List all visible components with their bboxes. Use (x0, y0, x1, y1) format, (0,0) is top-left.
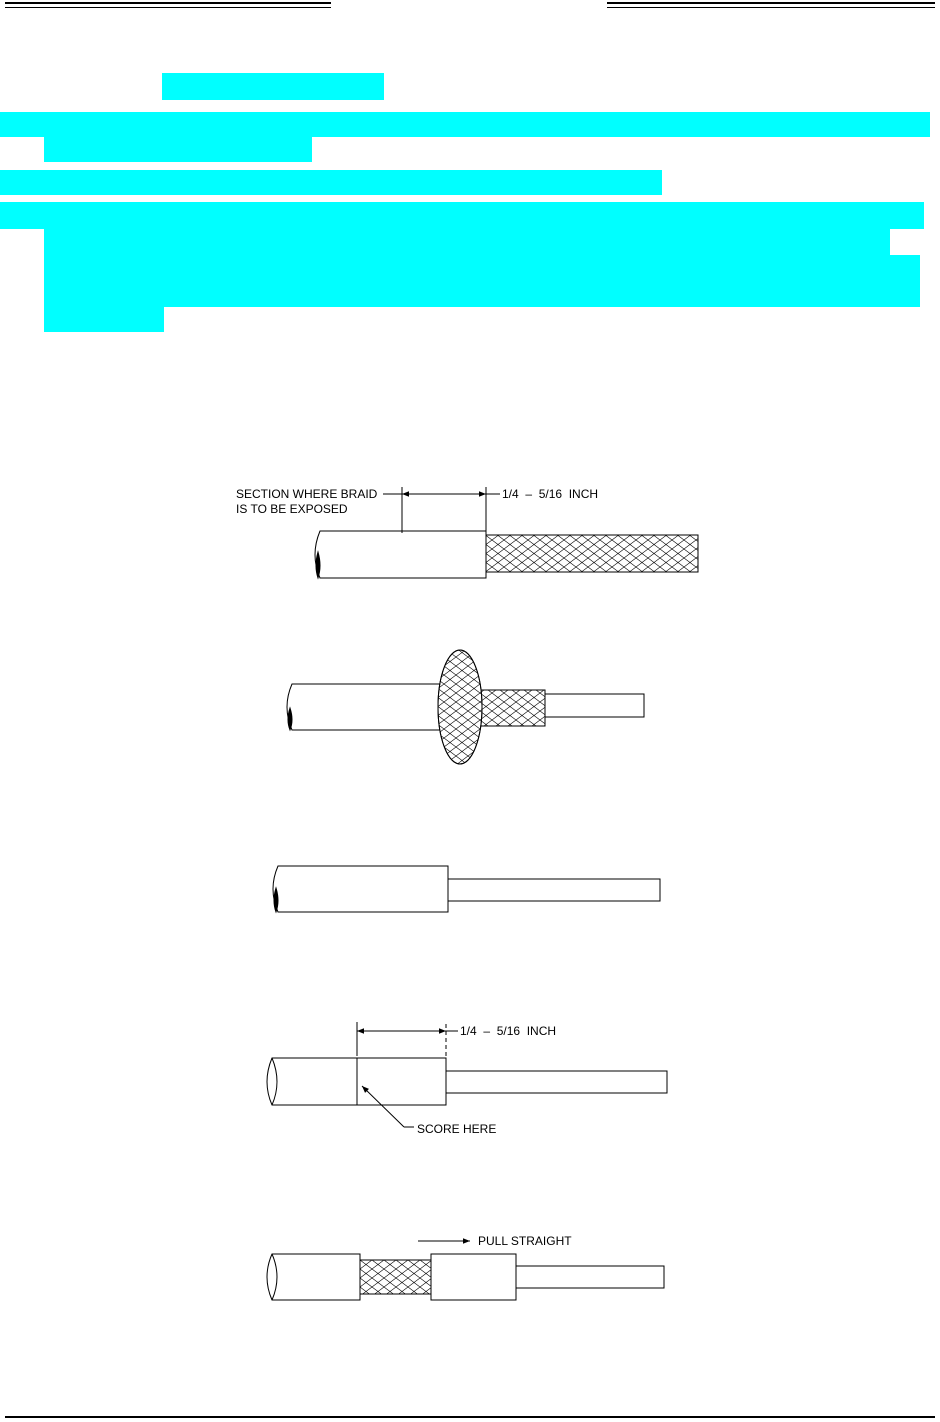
step2-cable-cut-end (288, 708, 292, 730)
step4-dimension-label: 1/4 – 5/16 INCH (460, 1024, 557, 1038)
step3-diagram (273, 866, 660, 912)
step2-diagram (287, 650, 644, 764)
step4-score-label: SCORE HERE (417, 1122, 497, 1136)
step1-dimension-label: 1/4 – 5/16 INCH (502, 487, 599, 501)
step3-cable-cut-end (274, 888, 278, 912)
step5-jacket-slug (431, 1254, 516, 1300)
step2-braid (478, 690, 545, 726)
step2-conductor (545, 694, 644, 717)
step2-cable-jacket (287, 684, 440, 730)
step1-cable-cut-end (316, 552, 320, 578)
step5-cable-jacket (267, 1254, 360, 1300)
step1-section-label-line2: IS TO BE EXPOSED (236, 502, 348, 516)
step5-conductor (516, 1266, 664, 1288)
step5-diagram (267, 1241, 664, 1300)
step5-braid-exposed (360, 1260, 431, 1294)
step3-conductor (448, 879, 660, 901)
step4-conductor (446, 1071, 667, 1093)
step1-cable-jacket (315, 531, 486, 578)
step1-braid (486, 535, 698, 572)
step1-section-label-line1: SECTION WHERE BRAID (236, 487, 378, 501)
step2-braid-flare-mesh (438, 650, 482, 764)
step3-cable-jacket (273, 866, 448, 912)
step5-pull-label: PULL STRAIGHT (478, 1234, 572, 1248)
